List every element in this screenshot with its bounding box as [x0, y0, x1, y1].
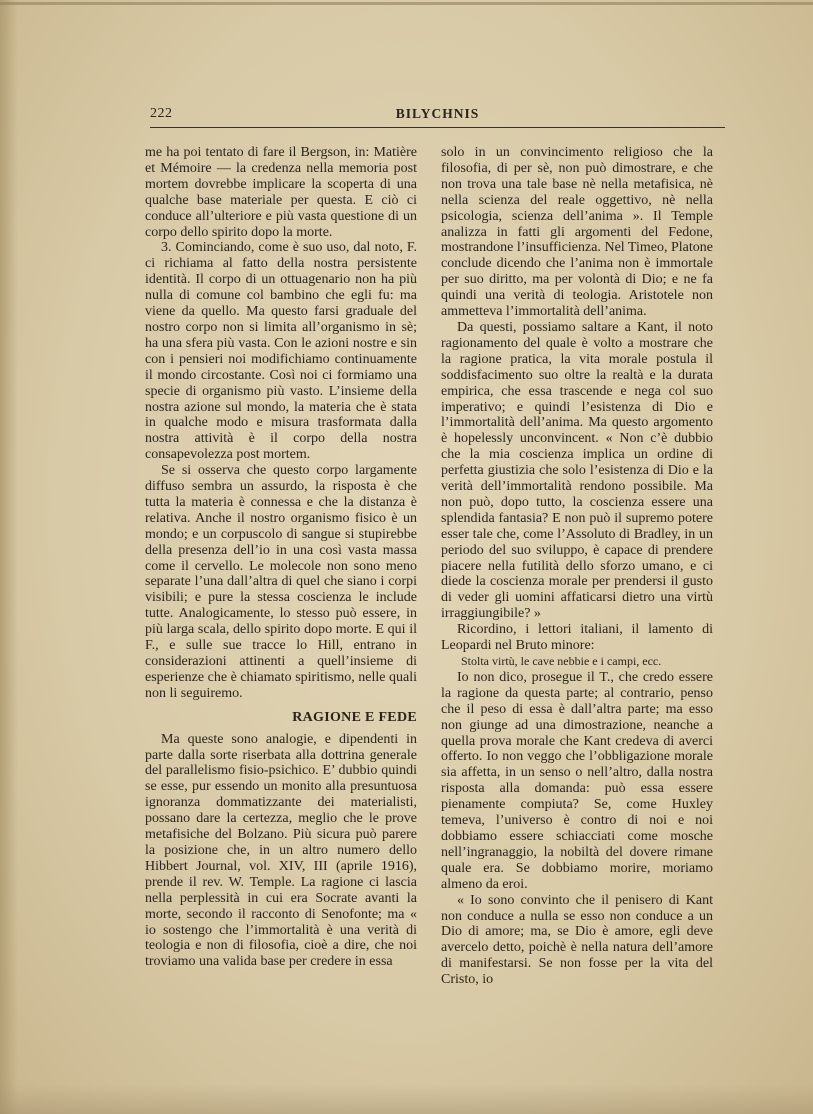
page-number: 222 — [150, 106, 173, 121]
paragraph: Da questi, possiamo saltare a Kant, il noto ragionamento del quale è volto a mostrare che la ragione pratica, la vita morale postula il soddisfacimento suo oltre la realtà e la durata empirica, che essa trascende e nega col suo imperativo; e quindi l’esistenza di Dio e l’immortalità dell’anima. Ma questo argomento è hopelessly unconvincent. « Non c’è dubbio che la mia coscienza implica un ordine di perfetta giustizia che solo l’esistenza di Dio e la verità dell’immortalità rendono possibile. Ma non può, dopo tutto, la coscienza essere una splendida fantasia? E non può il supremo potere esser tale che, come l’Assoluto di Bradley, in un periodo del suo sviluppo, è capace di prendere piacere nella futilità dello sforzo umano, e ci diede la coscienza morale per prendersi il gusto di veder gli uomini affaticarsi dietro una virtù irraggiungibile? » — [441, 319, 713, 622]
right-column — [441, 145, 713, 988]
left-column — [145, 145, 417, 970]
top-edge-rule — [0, 2, 813, 5]
paragraph: Io non dico, prosegue il T., che credo essere la ragione da questa parte; al contrario, penso che il peso di essa è dall’altra parte; ma esso non giunge ad una dimostrazione, neanche a quella prova morale che Kant credeva di averci offerto. Io non veggo che l’obbligazione morale sia affetta, in un senso o nell’altro, dalla nostra risposta alla domanda: può essa essere pienamente compiuta? Se, come Huxley temeva, l’universo è contro di noi e noi dobbiamo essere schiacciati come mosche nell’ingranaggio, la nobiltà del dovere rimane quale era. Se dobbiamo morire, moriamo almeno da eroi. — [441, 669, 713, 892]
paragraph: « Io sono convinto che il penisero di Kant non conduce a nulla se esso non conduce a un Dio di amore; ma, se Dio è amore, egli deve avercelo detto, poichè è nella natura dell’amore di manifestarsi. Se non fosse per la vita del Cristo, io — [441, 892, 713, 988]
paragraph: Ricordino, i lettori italiani, il lamento di Leopardi nel Bruto minore: — [441, 622, 713, 654]
paragraph: 3. Cominciando, come è suo uso, dal noto, F. ci richiama al fatto della nostra persistente identità. Il corpo di un ottuagenario non ha più nulla di comune col bambino che egli fu: ma viene da quello. Ma questo farsi graduale del nostro corpo non si limita all’organismo in sè; ha una sfera più vasta. Con le azioni nostre e sin con i pensieri noi modifichiamo continuamente il mondo circostante. Così noi ci formiamo una specie di organismo più vasto. L’insieme della nostra azione sul mondo, la materia che è stata in qualche modo e misura trasformata dalla nostra attività è il corpo della nostra consapevolezza post mortem. — [145, 240, 417, 463]
paragraph: me ha poi tentato di fare il Bergson, in: Matière et Mémoire — la credenza nella memoria post mortem dovrebbe implicare la scoperta di una qualche base materiale per questa. E ciò ci conduce all’ulteriore e più vasta questione di un corpo dello spirito dopo la morte. — [145, 145, 417, 240]
paragraph: solo in un convincimento religioso che la filosofia, di per sè, non può dimostrare, e che non trova una tale base nè nella metafisica, nè nella scienza del reale oggettivo, nè nella psicologia, scienza dell’anima ». Il Temple analizza in fatti gli argomenti del Fedone, mostrandone l’insufficienza. Nel Timeo, Platone conclude dicendo che l’anima non è immortale per suo diritto, ma per volontà di Dio; e ne fa quindi una verità di teologia. Aristotele non ammetteva l’immortalità dell’anima. — [441, 145, 713, 320]
journal-title: BILYCHNIS — [395, 106, 480, 121]
section-heading: RAGIONE E FEDE — [292, 709, 417, 725]
verse-quote: Stolta virtù, le cave nebbie e i campi, ecc. — [461, 654, 662, 668]
running-header — [150, 104, 725, 126]
paragraph: Ma queste sono analogie, e dipendenti in parte dalla sorte riserbata alla dottrina generale del parallelismo fisio-psichico. E’ dubbio quindi se esse, pur essendo un monito alla presuntuosa ignoranza dommatizzante dei materialisti, possano dare la certezza, meglio che le prove metafisiche del Bolzano. Più sicura può parere la posizione che, in un altro numero dello Hibbert Journal, vol. XIV, III (aprile 1916), prende il rev. W. Temple. La ragione ci lascia nella perplessità in cui era Socrate avanti la morte, secondo il racconto di Senofonte; ma « io sostengo che l’immortalità è una verità di teologia e non di filosofia, cioè a dire, che noi troviamo una valida base per credere in essa — [145, 731, 417, 970]
paragraph: Se si osserva che questo corpo largamente diffuso sembra un assurdo, la risposta è che tutta la materia è connessa e che la distanza è relativa. Anche il nostro organismo fisico è un mondo; e un corpuscolo di sangue si stupirebbe della presenza dell’io in una così vasta massa come il cervello. Le molecole non sono meno separate l’una dall’altra di quel che siano i corpi visibili; e pure la stessa coscienza le include tutte. Analogicamente, lo stesso può essere, in più larga scala, dello spirito dopo morte. E qui il F., e sulle sue tracce lo Hill, entrano in considerazioni attinenti a quell’insieme di esperienze che è chiamato spiritismo, nelle quali non li seguiremo. — [145, 463, 417, 701]
header-rule — [150, 127, 725, 128]
page-bottom-shadow — [0, 1084, 813, 1114]
page-edge-shadow — [0, 0, 18, 1114]
